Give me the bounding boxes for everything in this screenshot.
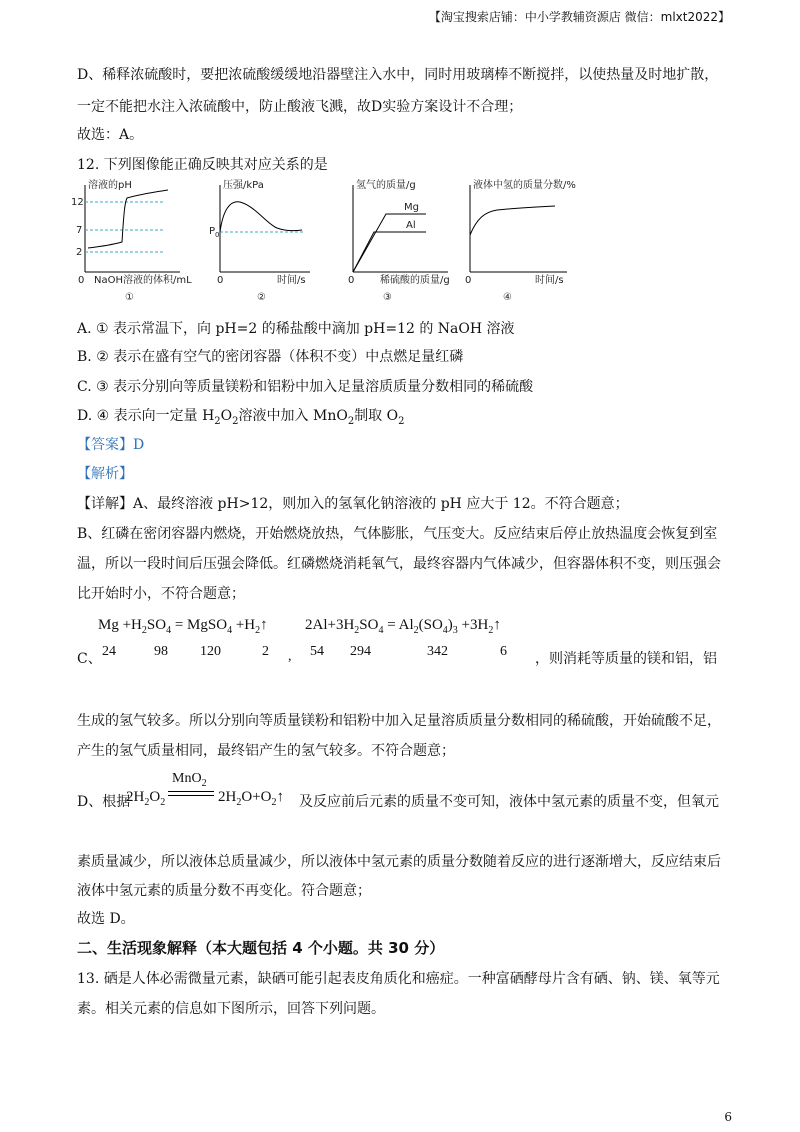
catalyst-label: MnO$_2$ xyxy=(172,771,207,789)
origin-label: 0 xyxy=(348,275,355,286)
reaction-arrow-lines xyxy=(168,791,214,796)
p0-label: $P_0$ xyxy=(209,226,220,239)
graph-number: ① xyxy=(125,292,134,303)
text-line: B、红磷在密闭容器内燃烧，开始燃烧放热，气体膨胀，气压变大。反应结束后停止放热温度会恢复到室 xyxy=(77,526,718,542)
ph-curve xyxy=(88,190,168,248)
mass-number: 54 xyxy=(310,644,324,659)
option-d: D. ④ 表示向一定量 $H_2O_2$溶液中加入 MnO$_2$制取 $O_2$ xyxy=(77,408,405,427)
graph-3-svg xyxy=(338,180,463,305)
mass-number: 294 xyxy=(350,644,371,659)
text-line: 一定不能把水注入浓硫酸中，防止酸液飞溅，故D实验方案设计不合理； xyxy=(77,99,523,115)
equation-h2o2: $2H_2O_2$ xyxy=(126,789,166,808)
d-suffix: 及反应前后元素的质量不变可知，液体中氢元素的质量不变，但氧元 xyxy=(299,794,719,810)
mg-label: Mg xyxy=(404,202,419,213)
tick-label: 7 xyxy=(76,225,83,236)
y-label: 氢气的质量/g xyxy=(356,180,416,191)
comma: , xyxy=(288,649,292,664)
graph-4-svg xyxy=(455,180,595,305)
text-line: 故选：A。 xyxy=(77,127,144,143)
c-suffix: ，则消耗等质量的镁和铝，铝 xyxy=(535,651,717,667)
tick-label: 12 xyxy=(71,197,84,208)
tick-label: 0 xyxy=(78,275,85,286)
tick-label: 2 xyxy=(76,247,83,258)
section-heading: 二、生活现象解释（本大题包括 4 个小题。共 30 分） xyxy=(77,939,445,957)
graph-4 xyxy=(455,180,595,309)
text-line: 产生的氢气质量相同，最终铝产生的氢气较多。不符合题意； xyxy=(77,743,455,759)
origin-label: 0 xyxy=(217,275,224,286)
c-prefix: C、 xyxy=(77,651,102,667)
graph-number: ④ xyxy=(503,292,512,303)
mass-number: 120 xyxy=(200,644,221,659)
text-line: 比开始时小，不符合题意； xyxy=(77,586,245,602)
mass-number: 342 xyxy=(427,644,448,659)
graph-1-svg xyxy=(70,180,210,305)
x-label: 稀硫酸的质量/g xyxy=(380,275,450,286)
text-line: 故选 D。 xyxy=(77,911,135,927)
origin-label: 0 xyxy=(465,275,472,286)
equation-products: $2H_2O+O_2↑$ xyxy=(218,789,284,808)
answer-label: 【答案】D xyxy=(77,437,145,453)
text-line: 温，所以一段时间后压强会降低。红磷燃烧消耗氧气，最终容器内气体减少，但容器体积不变，则压强会 xyxy=(77,556,721,572)
equation-al: $2Al+3H_2SO_4 = Al_2(SO_4)_3$ $+3H_2↑$ xyxy=(305,617,501,636)
al-line xyxy=(353,232,426,272)
mass-number: 24 xyxy=(102,644,116,659)
y-label: 溶液的pH xyxy=(88,180,132,191)
pressure-curve xyxy=(220,202,302,232)
text-line: 素质量减少，所以液体总质量减少，所以液体中氢元素的质量分数随着反应的进行逐渐增大，反应结束后 xyxy=(77,854,721,870)
al-label: Al xyxy=(406,220,416,231)
text-line: D、稀释浓硫酸时，要把浓硫酸缓缓地沿器壁注入水中，同时用玻璃棒不断搅拌，以使热量及时地扩散， xyxy=(77,67,719,83)
text-line: 【详解】A、最终溶液 pH>12，则加入的氢氧化钠溶液的 pH 应大于 12。不符合题意； xyxy=(77,496,629,512)
fraction-curve xyxy=(470,206,555,235)
x-label: 时间/s xyxy=(535,275,564,286)
analysis-label: 【解析】 xyxy=(77,466,133,482)
option-c: C. ③ 表示分别向等质量镁粉和铝粉中加入足量溶质质量分数相同的稀硫酸 xyxy=(77,379,534,395)
y-label: 压强/kPa xyxy=(223,180,264,191)
mass-number: 98 xyxy=(154,644,168,659)
d-prefix: D、根据 xyxy=(77,794,131,810)
graph-3 xyxy=(338,180,463,309)
graph-2-svg xyxy=(205,180,325,305)
mass-number: 2 xyxy=(262,644,269,659)
question-13-cont: 素。相关元素的信息如下图所示，回答下列问题。 xyxy=(77,1001,385,1017)
mass-number: 6 xyxy=(500,644,507,659)
graph-1 xyxy=(70,180,210,309)
page-number: 6 xyxy=(724,1110,732,1124)
page-header: 【淘宝搜索店铺：中小学教辅资源店 微信：mlxt2022】 xyxy=(428,10,730,24)
option-a: A. ① 表示常温下，向 pH=2 的稀盐酸中滴加 pH=12 的 NaOH 溶液 xyxy=(77,321,515,337)
graph-number: ② xyxy=(257,292,266,303)
x-label: NaOH溶液的体积/mL xyxy=(94,275,192,286)
graph-number: ③ xyxy=(383,292,392,303)
text-line: 液体中氢元素的质量分数不再变化。符合题意； xyxy=(77,883,371,899)
x-label: 时间/s xyxy=(277,275,306,286)
question-13: 13. 硒是人体必需微量元素，缺硒可能引起表皮角质化和癌症。一种富硒酵母片含有硒、钠、镁、氧等元 xyxy=(77,971,720,987)
text-line: 生成的氢气较多。所以分别向等质量镁粉和铝粉中加入足量溶质质量分数相同的稀硫酸，开始硫酸不足， xyxy=(77,713,721,729)
equation-mg: $Mg +H_2SO_4$ = MgSO$_4$ $+H_2↑$ xyxy=(98,617,268,636)
graph-2 xyxy=(205,180,325,309)
y-label: 液体中氢的质量分数/% xyxy=(473,180,576,191)
question-12: 12. 下列图像能正确反映其对应关系的是 xyxy=(77,157,328,173)
option-b: B. ② 表示在盛有空气的密闭容器（体积不变）中点燃足量红磷 xyxy=(77,349,464,365)
